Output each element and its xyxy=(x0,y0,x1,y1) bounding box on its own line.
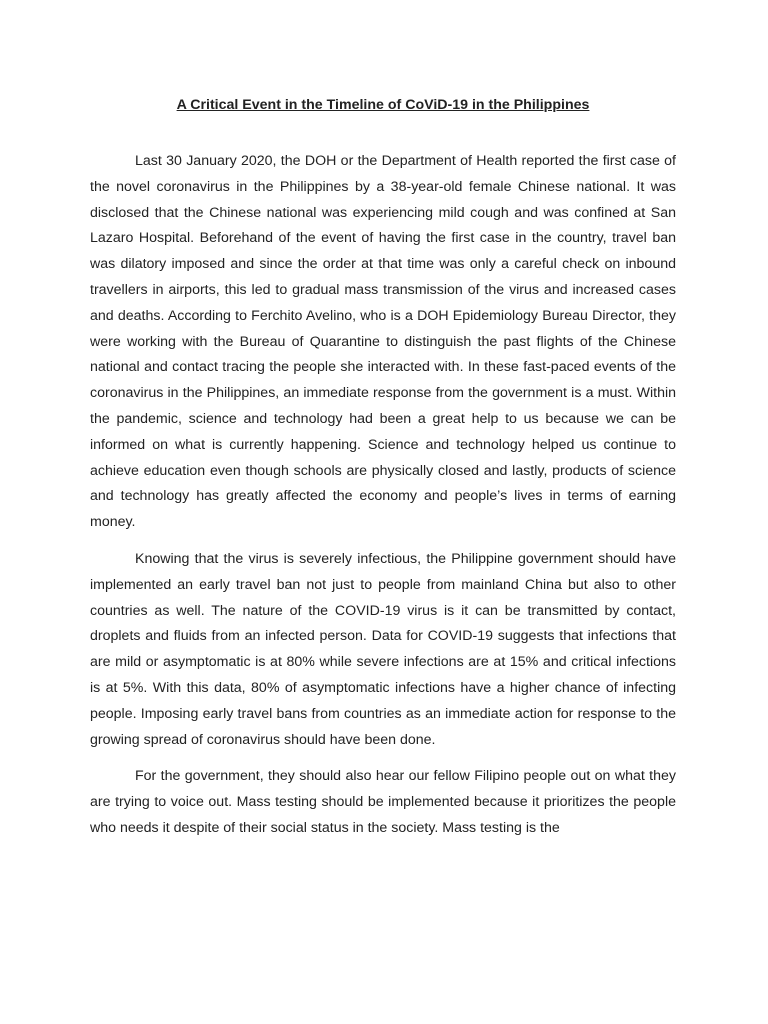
paragraph-travel-ban: Knowing that the virus is severely infectious, the Philippine government should have implemented an early travel ban not just to people from mainland China but also to other countries as well. The nature of the COVID-19 virus is it can be transmitted by contact, droplets and fluids from an infected person. Data for COVID-19 suggests that infections that are mild or asymptomatic is at 80% while severe infections are at 15% and critical infections is at 5%. With this data, 80% of asymptomatic infections have a higher chance of infecting people. Imposing early travel bans from countries as an immediate action for response to the growing spread of coronavirus should have been done. xyxy=(90,550,676,748)
paragraph-first-case: Last 30 January 2020, the DOH or the Department of Health reported the first case of the novel coronavirus in the Philippines by a 38-year-old female Chinese national. It was disclosed that the Chinese national was experiencing mild cough and was confined at San Lazaro Hospital. Beforehand of the event of having the first case in the country, travel ban was dilatory imposed and since the order at that time was only a careful check on inbound travellers in airports, this led to gradual mass transmission of the virus and increased cases and deaths. According to Ferchito Avelino, who is a DOH Epidemiology Bureau Director, they were working with the Bureau of Quarantine to distinguish the past flights of the Chinese national and contact tracing the people she interacted with. In these fast-paced events of the coronavirus in the Philippines, an immediate response from the government is a must. Within the pandemic, science and technology had been a great help to us because we can be informed on what is currently happening. Science and technology helped us continue to achieve education even though schools are physically closed and lastly, products of science and technology has greatly affected the economy and people’s lives in terms of earning money. xyxy=(90,153,676,531)
document-title: A Critical Event in the Timeline of CoViD-19 in the Philippines xyxy=(176,97,590,113)
paragraph-mass-testing: For the government, they should also hear our fellow Filipino people out on what they are trying to voice out. Mass testing should be implemented because it prioritizes the people who needs it despite of their social status in the society. Mass testing is the xyxy=(90,768,676,836)
